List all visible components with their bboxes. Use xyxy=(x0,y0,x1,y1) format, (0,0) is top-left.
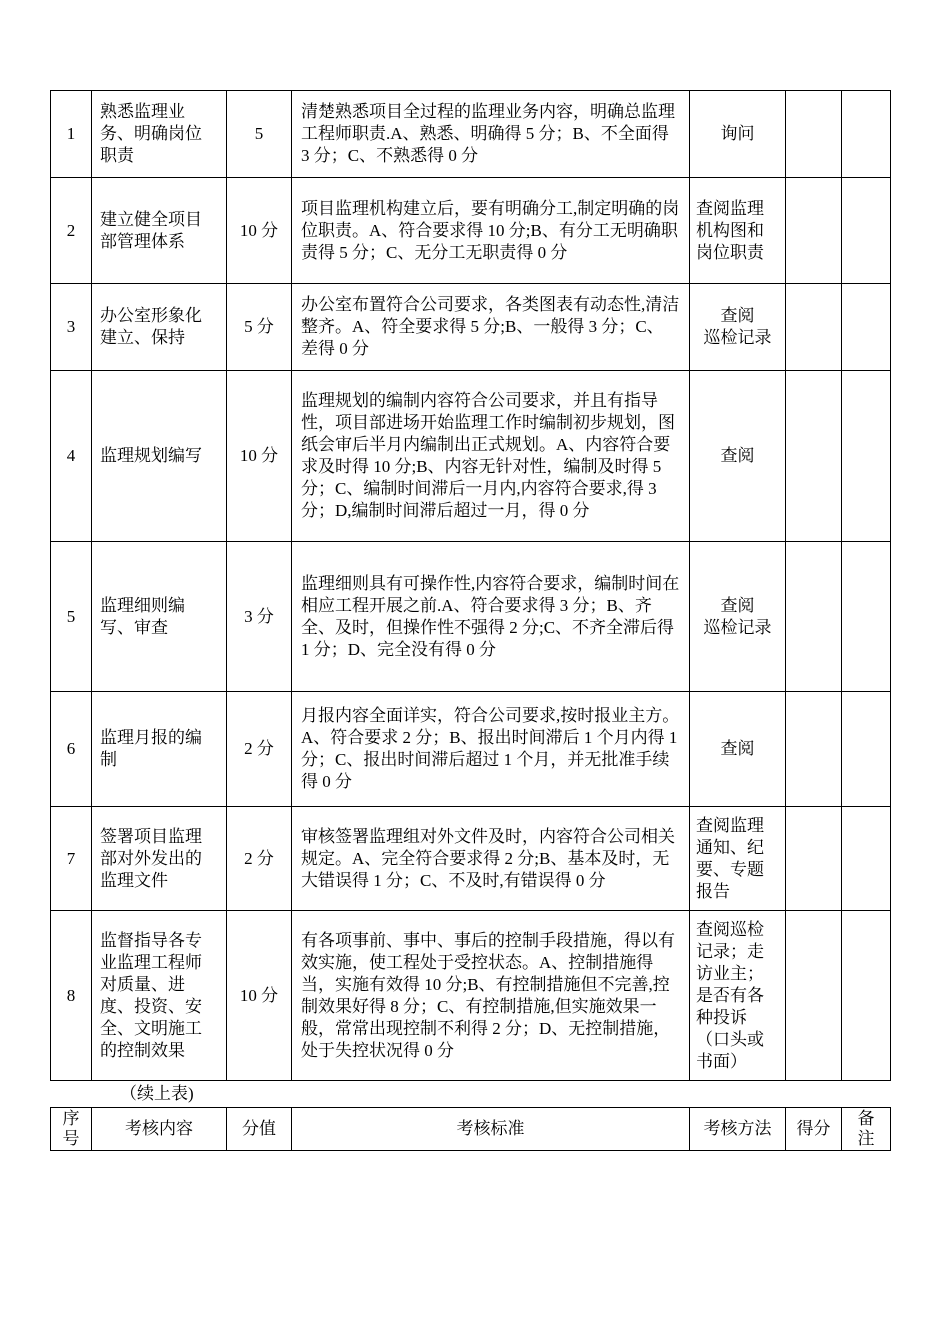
row-content: 签署项目监理部对外发出的监理文件 xyxy=(92,807,227,911)
continuation-note: （续上表) xyxy=(120,1084,194,1103)
table-row xyxy=(51,807,891,911)
row-number: 5 xyxy=(51,542,92,692)
row-got-score xyxy=(786,542,842,692)
row-score: 10 分 xyxy=(227,371,292,542)
header-got: 得分 xyxy=(786,1108,842,1151)
row-got-score xyxy=(786,692,842,807)
row-got-score xyxy=(786,91,842,178)
row-number: 4 xyxy=(51,371,92,542)
header-remark: 备 注 xyxy=(842,1108,891,1151)
row-remark xyxy=(842,542,891,692)
row-method: 查阅 xyxy=(690,371,786,542)
header-standard: 考核标准 xyxy=(292,1108,690,1151)
header-row xyxy=(51,1108,891,1151)
row-number: 6 xyxy=(51,692,92,807)
row-remark xyxy=(842,284,891,371)
table-row xyxy=(51,284,891,371)
row-method: 查阅监理通知、纪要、专题报告 xyxy=(690,807,786,911)
row-standard: 月报内容全面详实，符合公司要求,按时报业主方。A、符合要求 2 分；B、报出时间滞后 1 个月内得 1 分；C、报出时间滞后超过 1 个月，并无批准手续得 0 分 xyxy=(292,692,690,807)
row-score: 5 xyxy=(227,91,292,178)
header-content: 考核内容 xyxy=(92,1108,227,1151)
row-content: 监理规划编写 xyxy=(92,371,227,542)
row-method: 查阅 xyxy=(690,692,786,807)
row-method: 查阅 巡检记录 xyxy=(690,542,786,692)
row-score: 10 分 xyxy=(227,178,292,284)
table-row xyxy=(51,178,891,284)
row-got-score xyxy=(786,284,842,371)
header-num: 序 号 xyxy=(51,1108,92,1151)
row-score: 2 分 xyxy=(227,807,292,911)
row-score: 10 分 xyxy=(227,911,292,1081)
row-standard: 监理细则具有可操作性,内容符合要求，编制时间在相应工程开展之前.A、符合要求得 3 分；B、齐全、及时，但操作性不强得 2 分;C、不齐全滞后得 1 分；D、完全没有得 0 分 xyxy=(292,542,690,692)
row-score: 3 分 xyxy=(227,542,292,692)
row-remark xyxy=(842,911,891,1081)
row-content: 监理细则编写、审查 xyxy=(92,542,227,692)
table-row xyxy=(51,911,891,1081)
row-remark xyxy=(842,807,891,911)
row-number: 8 xyxy=(51,911,92,1081)
row-method: 查阅巡检记录；走访业主；是否有各种投诉（口头或书面） xyxy=(690,911,786,1081)
row-standard: 清楚熟悉项目全过程的监理业务内容，明确总监理工程师职责.A、熟悉、明确得 5 分；B、不全面得 3 分；C、不熟悉得 0 分 xyxy=(292,91,690,178)
row-remark xyxy=(842,371,891,542)
row-got-score xyxy=(786,178,842,284)
row-content: 监理月报的编制 xyxy=(92,692,227,807)
row-got-score xyxy=(786,371,842,542)
assessment-table xyxy=(50,90,891,1081)
table-row xyxy=(51,692,891,807)
row-number: 1 xyxy=(51,91,92,178)
table-row xyxy=(51,371,891,542)
row-standard: 项目监理机构建立后，要有明确分工,制定明确的岗位职责。A、符合要求得 10 分;B、有分工无明确职责得 5 分；C、无分工无职责得 0 分 xyxy=(292,178,690,284)
table-row xyxy=(51,91,891,178)
row-content: 建立健全项目部管理体系 xyxy=(92,178,227,284)
row-number: 3 xyxy=(51,284,92,371)
row-remark xyxy=(842,692,891,807)
assessment-table-body xyxy=(51,91,891,1081)
row-remark xyxy=(842,178,891,284)
row-method: 查阅 巡检记录 xyxy=(690,284,786,371)
row-number: 7 xyxy=(51,807,92,911)
row-content: 熟悉监理业务、明确岗位职责 xyxy=(92,91,227,178)
row-remark xyxy=(842,91,891,178)
row-standard: 办公室布置符合公司要求，各类图表有动态性,清洁整齐。A、符全要求得 5 分;B、一般得 3 分；C、差得 0 分 xyxy=(292,284,690,371)
header-method: 考核方法 xyxy=(690,1108,786,1151)
row-score: 2 分 xyxy=(227,692,292,807)
row-standard: 监理规划的编制内容符合公司要求，并且有指导性，项目部进场开始监理工作时编制初步规划，图纸会审后半月内编制出正式规划。A、内容符合要求及时得 10 分;B、内容无针对性，编制及时得 5 分；C、编制时间滞后一月内,内容符合要求,得 3 分；D,编制时间滞后超过一月，得 0 分 xyxy=(292,371,690,542)
row-number: 2 xyxy=(51,178,92,284)
header-table xyxy=(50,1107,891,1151)
row-score: 5 分 xyxy=(227,284,292,371)
row-got-score xyxy=(786,911,842,1081)
row-standard: 有各项事前、事中、事后的控制手段措施，得以有效实施，使工程处于受控状态。A、控制措施得当，实施有效得 10 分;B、有控制措施但不完善,控制效果好得 8 分；C、有控制措施,但实施效果一般，常常出现控制不利得 2 分；D、无控制措施，处于失控状况得 0 分 xyxy=(292,911,690,1081)
row-content: 办公室形象化建立、保持 xyxy=(92,284,227,371)
row-content: 监督指导各专业监理工程师对质量、进度、投资、安全、文明施工的控制效果 xyxy=(92,911,227,1081)
row-got-score xyxy=(786,807,842,911)
row-method: 查阅监理机构图和岗位职责 xyxy=(690,178,786,284)
row-standard: 审核签署监理组对外文件及时，内容符合公司相关规定。A、完全符合要求得 2 分;B、基本及时，无大错误得 1 分；C、不及时,有错误得 0 分 xyxy=(292,807,690,911)
row-method: 询问 xyxy=(690,91,786,178)
table-row xyxy=(51,542,891,692)
header-score: 分值 xyxy=(227,1108,292,1151)
